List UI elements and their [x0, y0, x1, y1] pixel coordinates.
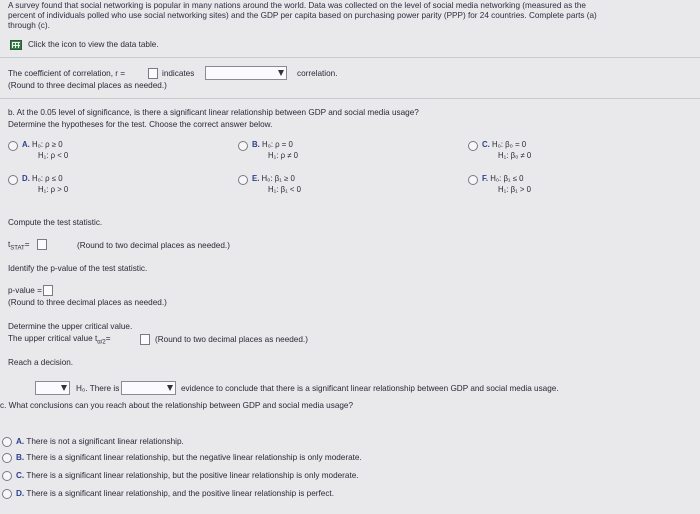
radio-option-c[interactable] — [468, 141, 478, 151]
correlation-prefix: The coefficient of correlation, r = — [8, 69, 126, 78]
table-grid-icon[interactable] — [10, 40, 22, 50]
c-option-c[interactable] — [16, 471, 359, 480]
option-letter: C. — [16, 471, 25, 480]
option-c-h1: H₁: β₀ ≠ 0 — [498, 151, 532, 160]
option-b-h1: H₁: ρ ≠ 0 — [268, 151, 298, 160]
tstat-eq: = — [24, 240, 30, 249]
part-b-question: b. At the 0.05 level of significance, is there a significant linear relationship between GDP and social media usage? — [8, 108, 419, 117]
option-h0: H₀: β₁ ≥ 0 — [261, 174, 295, 183]
radio-option-d[interactable] — [8, 175, 18, 185]
chevron-down-icon — [167, 385, 173, 391]
option-d-h1: H₁: ρ > 0 — [38, 185, 69, 194]
radio-c-option-c[interactable] — [2, 471, 12, 481]
correlation-suffix: correlation. — [297, 69, 338, 78]
option-letter: B. — [16, 453, 25, 462]
c-option-b[interactable] — [16, 453, 362, 462]
decision-prompt: Reach a decision. — [8, 358, 74, 367]
critical-label — [8, 334, 111, 346]
round-note-a: (Round to three decimal places as needed.) — [8, 81, 167, 90]
radio-option-a[interactable] — [8, 141, 18, 151]
r-input[interactable] — [148, 68, 158, 79]
option-f-h1: H₁: β₁ > 0 — [498, 185, 531, 194]
critical-prompt: Determine the upper critical value. — [8, 322, 133, 331]
correlation-type-dropdown[interactable] — [205, 66, 287, 80]
tstat-t: t — [8, 240, 11, 249]
pvalue-prompt: Identify the p-value of the test statistic. — [8, 264, 148, 273]
option-h0: H₀: ρ = 0 — [261, 140, 293, 149]
radio-option-f[interactable] — [468, 175, 478, 185]
intro-line-3: through (c). — [8, 21, 50, 30]
option-h0: H₀: β₁ ≤ 0 — [490, 174, 524, 183]
radio-c-option-d[interactable] — [2, 489, 12, 499]
reject-dropdown[interactable] — [35, 381, 70, 395]
critical-note: (Round to two decimal places as needed.) — [155, 335, 308, 344]
critical-text: The upper critical value — [8, 334, 93, 343]
pvalue-input[interactable] — [43, 285, 53, 296]
option-letter: A. — [16, 437, 25, 446]
critical-sub: α/2 — [97, 339, 106, 346]
option-letter: F. — [482, 174, 489, 183]
option-h0: H₀: ρ ≤ 0 — [31, 174, 63, 183]
radio-option-e[interactable] — [238, 175, 248, 185]
indicates-text: indicates — [162, 69, 195, 78]
c-option-d[interactable] — [16, 489, 334, 498]
option-text: There is a significant linear relationship, and the positive linear relationship is perfect. — [26, 489, 334, 498]
option-f[interactable] — [482, 174, 524, 184]
c-option-a[interactable] — [16, 437, 184, 446]
pvalue-label: p-value = — [8, 286, 42, 295]
part-c-question: c. What conclusions can you reach about the relationship between GDP and social media usage? — [0, 401, 354, 410]
option-e-h1: H₁: β₁ < 0 — [268, 185, 301, 194]
critical-t: t — [94, 334, 98, 343]
option-text: There is not a significant linear relationship. — [26, 437, 184, 446]
chevron-down-icon — [61, 385, 67, 391]
intro-line-2: percent of individuals polled who use social networking sites) and the GDP per capita based on purchasing power parity (PPP) for 24 countries. Complete parts (a) — [8, 11, 597, 20]
option-h0: H₀: β₀ = 0 — [491, 140, 527, 149]
option-b[interactable] — [252, 140, 293, 150]
separator — [0, 57, 700, 58]
tstat-input[interactable] — [37, 239, 47, 250]
option-e[interactable] — [252, 174, 295, 184]
option-letter: D. — [22, 174, 30, 183]
critical-eq: = — [105, 334, 111, 343]
option-a[interactable] — [22, 140, 63, 150]
option-text: There is a significant linear relationship, but the positive linear relationship is only moderate. — [26, 471, 359, 480]
option-letter: B. — [252, 140, 260, 149]
compute-prompt: Compute the test statistic. — [8, 218, 103, 227]
tstat-sub: STAT — [10, 245, 25, 252]
option-letter: D. — [16, 489, 25, 498]
pvalue-note: (Round to three decimal places as needed.) — [8, 298, 167, 307]
option-h0: H₀: ρ ≥ 0 — [31, 140, 63, 149]
chevron-down-icon — [278, 70, 284, 76]
option-text: There is a significant linear relationship, but the negative linear relationship is only moderate. — [26, 453, 362, 462]
radio-option-b[interactable] — [238, 141, 248, 151]
intro-line-1: A survey found that social networking is popular in many nations around the world. Data was collected on the level of social media networking (measured as the — [8, 1, 586, 10]
option-d[interactable] — [22, 174, 63, 184]
option-letter: E. — [252, 174, 260, 183]
option-c[interactable] — [482, 140, 526, 150]
option-letter: A. — [22, 140, 30, 149]
option-a-h1: H₁: ρ < 0 — [38, 151, 69, 160]
separator — [0, 98, 700, 99]
option-letter: C. — [482, 140, 490, 149]
decision-rest: evidence to conclude that there is a significant linear relationship between GDP and social media usage. — [181, 384, 559, 393]
evidence-dropdown[interactable] — [121, 381, 176, 395]
critical-input[interactable] — [140, 334, 150, 345]
radio-c-option-b[interactable] — [2, 453, 12, 463]
data-table-link[interactable]: Click the icon to view the data table. — [28, 40, 159, 49]
decision-h0: H₀. There is — [76, 384, 120, 393]
tstat-label — [8, 240, 30, 252]
tstat-note: (Round to two decimal places as needed.) — [77, 241, 230, 250]
part-b-instruction: Determine the hypotheses for the test. Choose the correct answer below. — [8, 120, 273, 129]
radio-c-option-a[interactable] — [2, 437, 12, 447]
